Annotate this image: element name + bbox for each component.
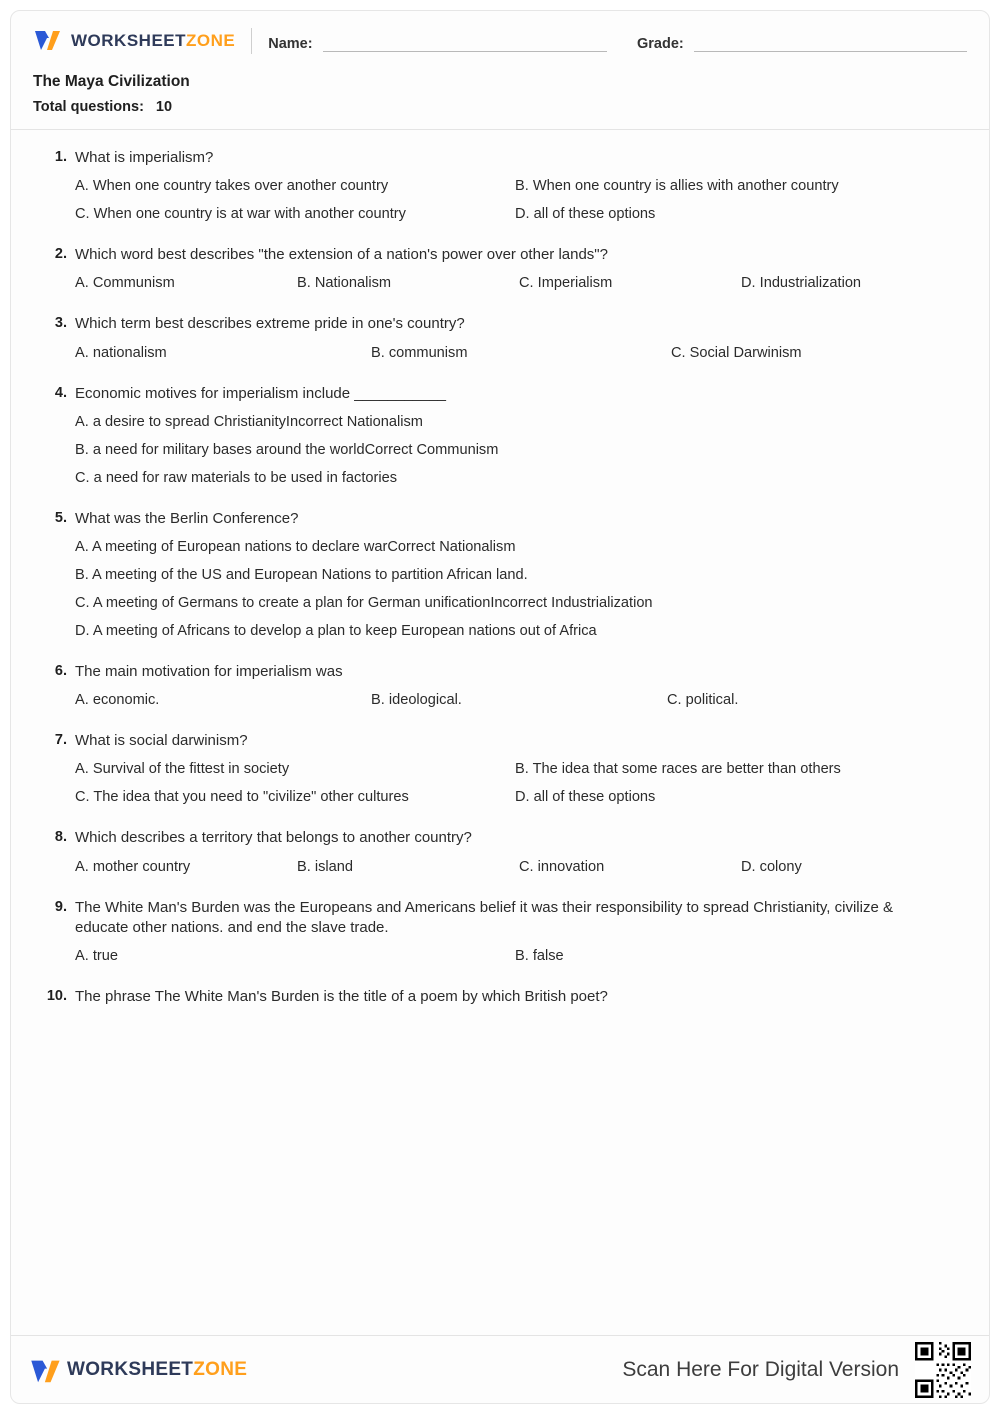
total-questions-count: 10 (155, 99, 173, 115)
footer-logo-word-zone: ZONE (193, 1358, 248, 1380)
answer-option-row (75, 441, 961, 460)
question-item (39, 245, 961, 293)
answer-option[interactable]: B. island (297, 858, 353, 875)
scan-instruction: Scan Here For Digital Version (622, 1357, 899, 1381)
answer-option[interactable]: C. innovation (519, 858, 605, 875)
question-number: 7. (54, 732, 67, 749)
answer-option[interactable]: A. Survival of the fittest in society (75, 761, 290, 778)
question-text: Which word best describes "the extension of a nation's power over other lands"? (75, 246, 608, 264)
answer-option-row (75, 177, 961, 196)
worksheet-title-block (11, 71, 989, 129)
worksheet-header (11, 11, 989, 71)
answer-option[interactable]: C. A meeting of Germans to create a plan for German unificationIncorrect Industrialization (75, 594, 653, 611)
name-input-line[interactable] (323, 31, 607, 52)
answer-options (75, 177, 961, 224)
question-item (39, 384, 961, 488)
grade-label: Grade: (637, 35, 684, 52)
answer-option[interactable]: C. a need for raw materials to be used in factories (75, 469, 398, 486)
question-item (39, 662, 961, 710)
worksheet-title: The Maya Civilization (33, 73, 190, 90)
answer-options (75, 760, 961, 807)
answer-option[interactable]: A. a desire to spread ChristianityIncorrect Nationalism (75, 413, 423, 430)
grade-field[interactable] (637, 31, 967, 52)
footer-logo-word-worksheet: WORKSHEET (67, 1358, 194, 1380)
question-text: The phrase The White Man's Burden is the title of a poem by which British poet? (75, 988, 608, 1005)
answer-option[interactable]: B. ideological. (371, 692, 462, 709)
total-questions-label: Total questions: (33, 99, 144, 115)
answer-option-row (75, 760, 961, 779)
question-header (39, 731, 961, 751)
answer-option[interactable]: A. Communism (75, 275, 175, 292)
questions-list (11, 130, 989, 1038)
question-number: 5. (54, 509, 67, 526)
answer-option-row (75, 538, 961, 557)
question-number: 4. (54, 384, 67, 401)
answer-option[interactable]: B. Nationalism (297, 275, 392, 292)
name-label: Name: (268, 35, 313, 52)
answer-option-row (75, 274, 961, 293)
answer-option[interactable]: D. all of these options (515, 789, 656, 806)
question-text: The main motivation for imperialism was (75, 662, 343, 680)
worksheet-page (10, 10, 990, 1404)
question-number: 9. (54, 898, 67, 915)
answer-option[interactable]: C. Imperialism (519, 275, 613, 292)
answer-option-row (75, 858, 961, 877)
question-number: 3. (54, 315, 67, 332)
question-header (39, 898, 961, 939)
question-item (39, 314, 961, 362)
question-text: Economic motives for imperialism include ___________ (75, 384, 447, 402)
question-text: Which describes a territory that belongs to another country? (75, 829, 472, 847)
answer-option[interactable]: C. The idea that you need to "civilize" other cultures (75, 789, 409, 806)
footer-logo (29, 1355, 247, 1385)
answer-option[interactable]: A. nationalism (75, 344, 167, 361)
answer-options (75, 413, 961, 488)
answer-option[interactable]: B. When one country is allies with another country (515, 178, 839, 195)
answer-option-row (75, 594, 961, 613)
answer-options (75, 858, 961, 877)
answer-options (75, 538, 961, 641)
question-header (39, 509, 961, 529)
worksheet-zone-logo (33, 26, 235, 56)
answer-option[interactable]: A. mother country (75, 858, 191, 875)
answer-option[interactable]: C. political. (667, 692, 739, 709)
answer-option[interactable]: B. communism (371, 344, 468, 361)
answer-options (75, 274, 961, 293)
question-item (39, 731, 961, 807)
footer-logo-wordmark (67, 1359, 247, 1381)
question-header (39, 662, 961, 682)
answer-option[interactable]: C. When one country is at war with another country (75, 206, 406, 223)
question-number: 10. (46, 988, 67, 1004)
question-number: 2. (54, 246, 67, 263)
answer-option[interactable]: B. a need for military bases around the worldCorrect Communism (75, 441, 499, 458)
answer-option-row (75, 622, 961, 641)
answer-option[interactable]: D. colony (741, 858, 802, 875)
answer-option-row (75, 788, 961, 807)
question-number: 8. (54, 829, 67, 846)
logo-wordmark (71, 31, 235, 51)
answer-option[interactable]: B. false (515, 948, 564, 965)
question-header (39, 828, 961, 848)
question-text: What is social darwinism? (75, 732, 248, 750)
question-item (39, 148, 961, 224)
w-logo-icon (29, 1355, 59, 1385)
question-item (39, 987, 961, 1007)
question-header (39, 384, 961, 404)
question-number: 6. (54, 662, 67, 679)
answer-option[interactable]: A. economic. (75, 692, 160, 709)
grade-input-line[interactable] (694, 31, 967, 52)
question-item (39, 828, 961, 876)
header-divider (251, 28, 252, 54)
total-questions (33, 99, 967, 115)
logo-word-worksheet: WORKSHEET (71, 31, 186, 50)
qr-code-icon[interactable] (915, 1342, 971, 1398)
question-number: 1. (54, 149, 67, 165)
answer-option[interactable]: A. When one country takes over another country (75, 178, 389, 195)
name-field[interactable] (268, 31, 607, 52)
answer-option[interactable]: D. all of these options (515, 206, 656, 223)
answer-option-row (75, 205, 961, 224)
answer-option[interactable]: C. Social Darwinism (671, 344, 802, 361)
answer-option-row (75, 947, 961, 966)
question-item (39, 898, 961, 966)
question-header (39, 987, 961, 1007)
question-text: The White Man's Burden was the Europeans and Americans belief it was their responsibility to spread Christianity, civilize & educate other nations. and end the slave trade. (75, 898, 893, 936)
question-text: Which term best describes extreme pride in one's country? (75, 315, 465, 333)
answer-option[interactable]: A. true (75, 948, 118, 965)
question-text: What is imperialism? (75, 149, 214, 166)
w-logo-icon (33, 26, 63, 56)
question-header (39, 245, 961, 265)
question-item (39, 509, 961, 641)
question-text: What was the Berlin Conference? (75, 509, 299, 527)
answer-option[interactable]: D. Industrialization (741, 275, 862, 292)
logo-word-zone: ZONE (186, 31, 236, 50)
answer-option[interactable]: D. A meeting of Africans to develop a plan to keep European nations out of Africa (75, 622, 597, 639)
answer-options (75, 691, 961, 710)
answer-option[interactable]: B. A meeting of the US and European Nations to partition African land. (75, 567, 528, 583)
answer-option-row (75, 566, 961, 585)
answer-option-row (75, 344, 961, 363)
worksheet-footer (11, 1335, 989, 1403)
question-header (39, 314, 961, 334)
answer-option-row (75, 691, 961, 710)
answer-options (75, 344, 961, 363)
answer-options (75, 947, 961, 966)
answer-option-row (75, 413, 961, 432)
question-header (39, 148, 961, 168)
answer-option[interactable]: A. A meeting of European nations to declare warCorrect Nationalism (75, 539, 516, 556)
answer-option-row (75, 469, 961, 488)
answer-option[interactable]: B. The idea that some races are better than others (515, 761, 841, 778)
